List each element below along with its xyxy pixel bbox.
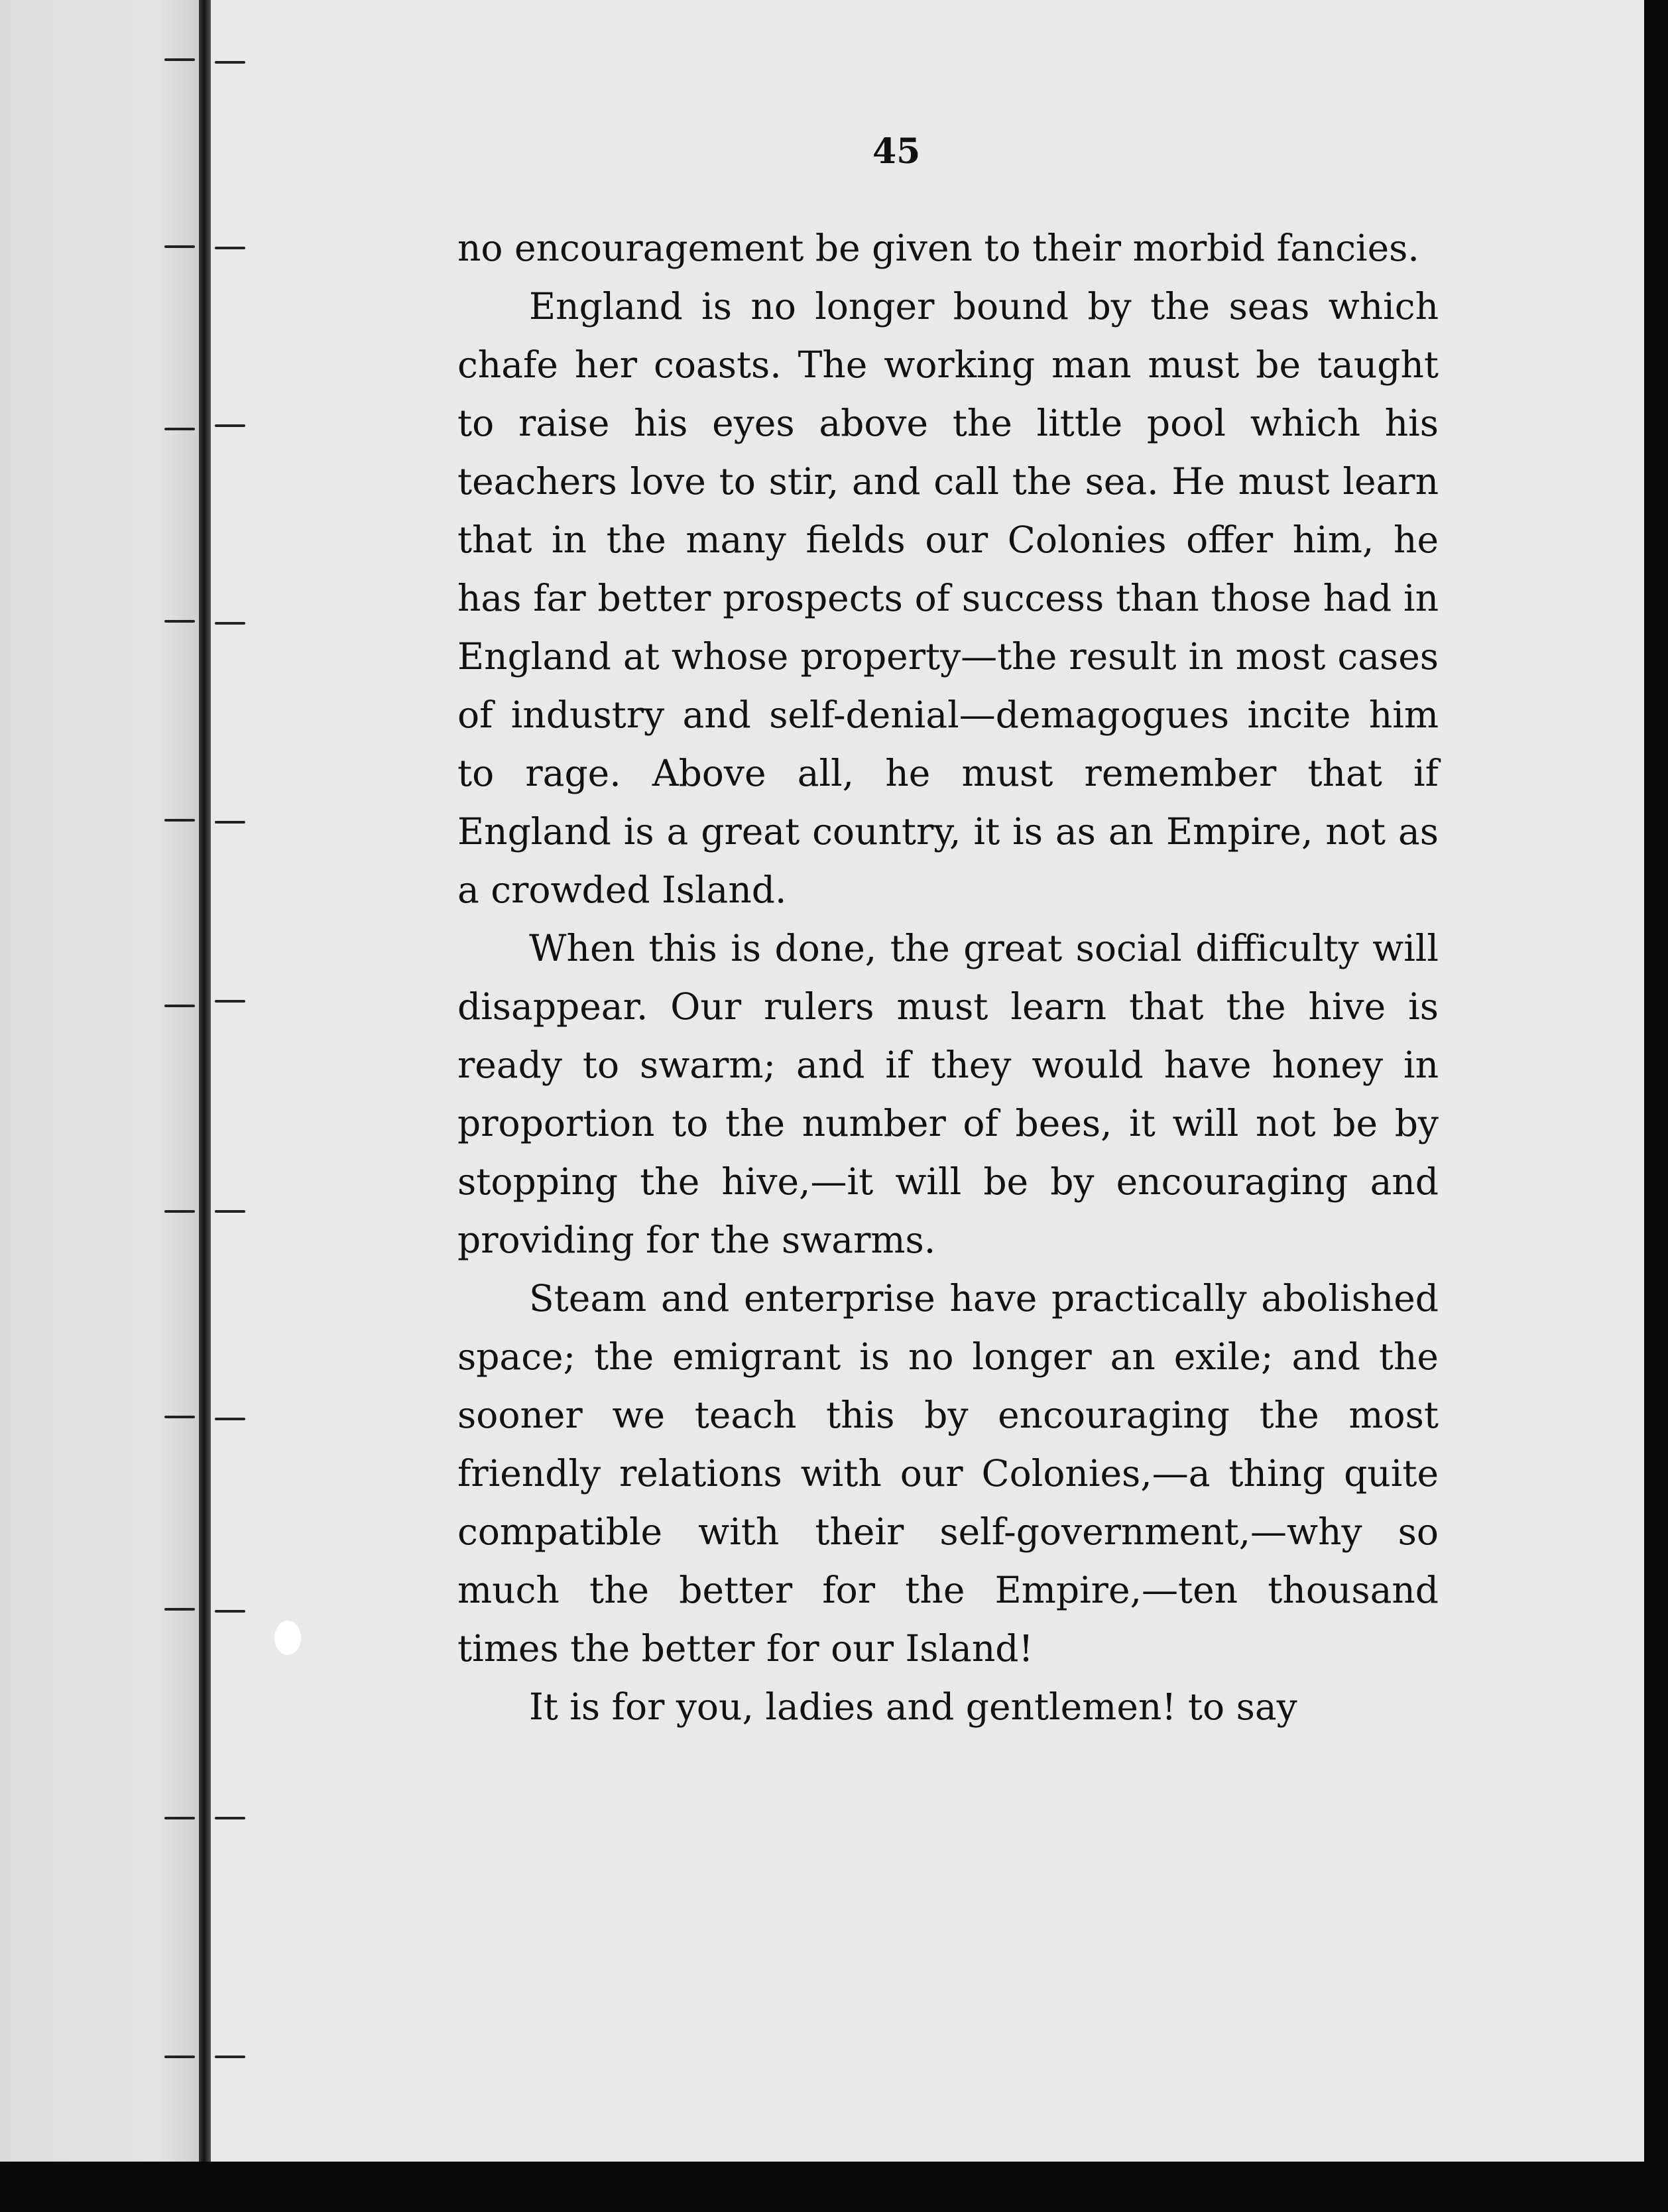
binding-stitch	[215, 1210, 245, 1213]
paragraph: England is no longer bound by the seas which chafe her coasts. The working man must be taught to raise his eyes above the little pool which his teachers love to stir, and call the sea. He must learn that in the many fields our Colonies offer him, he has far better prospects of success than those had in England at whose property—the result in most cases of industry and self-denial—demagogues incite him to rage. Above all, he must remember that if England is a great country, it is as an Empire, not as a crowded Island.	[457, 285, 1439, 911]
binding-stitch	[215, 1817, 245, 1819]
binding-stitch	[215, 821, 245, 824]
binding-stitch	[164, 1416, 195, 1418]
scan-border-bottom	[0, 2162, 1668, 2212]
binding-margin	[0, 0, 199, 2162]
binding-stitch	[215, 1418, 245, 1420]
page-number: 45	[872, 131, 921, 172]
scan-border-right	[1644, 0, 1668, 2212]
binding-stitch	[164, 58, 195, 61]
binding-stitch	[164, 428, 195, 430]
binding-stitch	[215, 622, 245, 625]
binding-stitch	[164, 1817, 195, 1819]
binding-stitch	[164, 819, 195, 822]
binding-stitch	[164, 1210, 195, 1213]
binding-stitch	[215, 424, 245, 427]
binding-stitch	[215, 2056, 245, 2058]
body-text	[457, 219, 1439, 1736]
binding-stitch	[164, 1608, 195, 1611]
binding-stitch	[164, 1005, 195, 1007]
paragraph: It is for you, ladies and gentlemen! to say	[529, 1686, 1297, 1728]
binding-stitch	[215, 1000, 245, 1003]
binding-stitch	[164, 2056, 195, 2058]
binding-stitch	[215, 61, 245, 64]
binding-stitch	[164, 620, 195, 623]
binding-stitch	[164, 245, 195, 248]
paragraph: When this is done, the great social difficulty will disappear. Our rulers must learn that the hive is ready to swarm; and if they would have honey in proportion to the number of bees, it will not be by stopping the hive,—it will be by encouraging and providing for the swarms.	[457, 927, 1439, 1261]
paper-speck	[274, 1621, 301, 1655]
binding-stitch	[215, 247, 245, 249]
binding-stitch	[215, 1610, 245, 1613]
book-binding	[199, 0, 211, 2162]
paragraph: no encouragement be given to their morbid fancies.	[457, 227, 1419, 269]
paragraph: Steam and enterprise have practically abolished space; the emigrant is no longer an exile; and the sooner we teach this by encouraging the most friendly relations with our Colonies,—a thing quite compatible with their self-government,—why so much the better for the Empire,—ten thousand times the better for our Island!	[457, 1277, 1439, 1670]
